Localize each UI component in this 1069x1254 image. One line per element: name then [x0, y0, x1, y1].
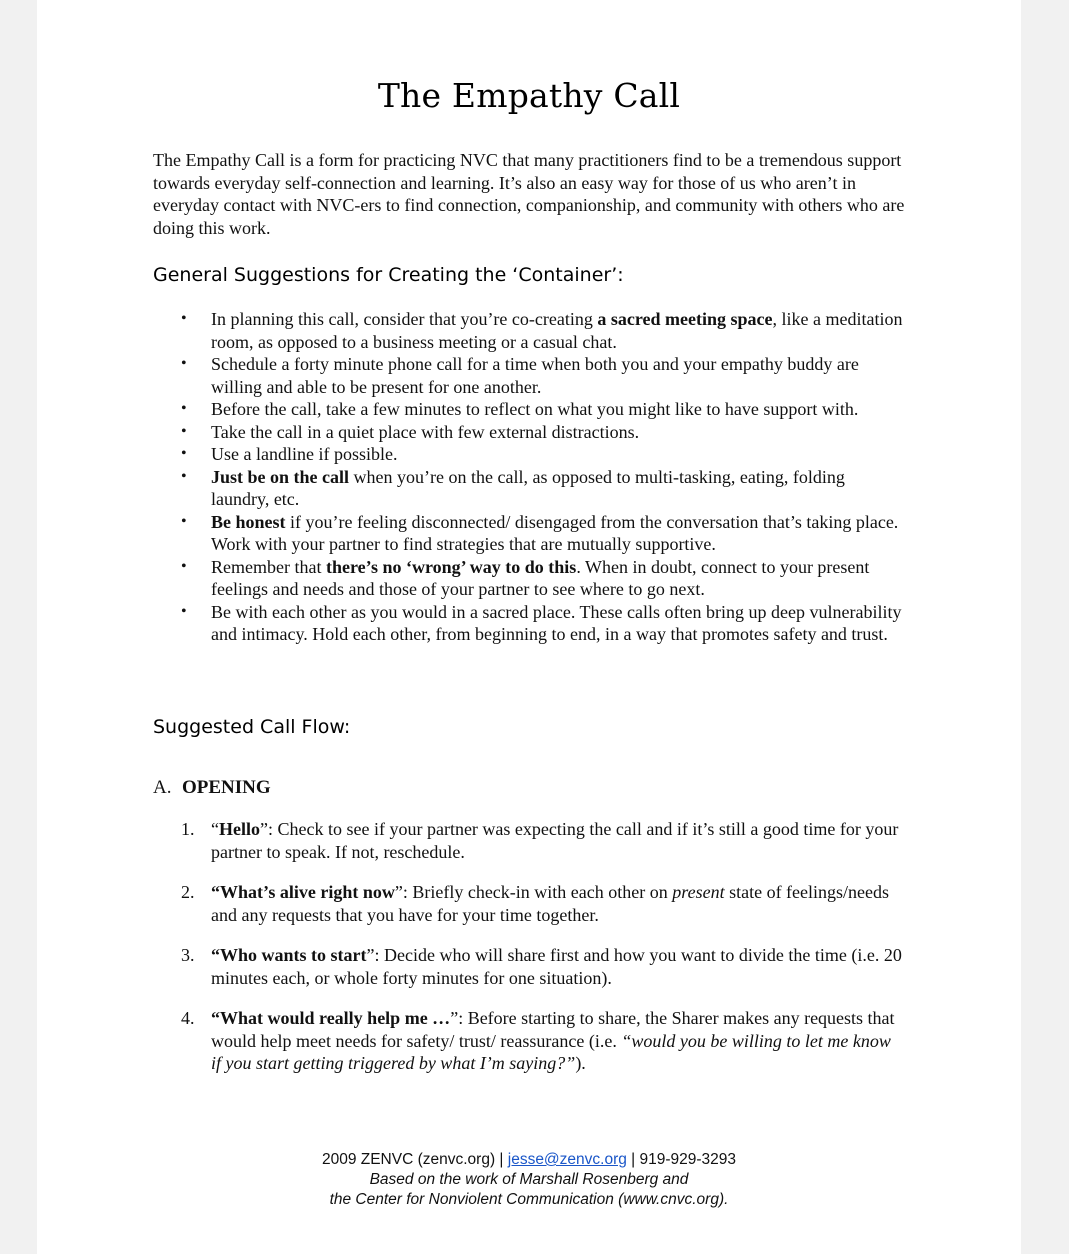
item-bold-text: Just be on the call	[211, 466, 350, 487]
item-text: Schedule a forty minute phone call for a time when both you and your empathy buddy are willing and able to be present for one another.	[211, 354, 859, 397]
item-bold-text: there’s no ‘wrong’ way to do this	[325, 556, 577, 577]
footer-org: 2009 ZENVC (zenvc.org) |	[321, 1151, 508, 1168]
bullet-icon: •	[181, 602, 187, 620]
step-item	[181, 944, 905, 989]
list-item	[181, 466, 905, 511]
intro-paragraph: The Empathy Call is a form for practicing NVC that many practitioners find to be a tremendous support towards everyday self-connection and learning. It’s also an easy way for those of us who aren’t in everyday contact with NVC-ers to find connection, companionship, and community with others who are doing this work.	[153, 150, 905, 238]
step-quote-open: “	[211, 819, 219, 839]
step-text-tail: ).	[575, 1053, 586, 1073]
step-text: : Check to see if your partner was expecting the call and if it’s still a good time for your partner to speak. If not, reschedule.	[211, 819, 899, 862]
bullet-icon: •	[181, 557, 187, 575]
list-item	[181, 353, 905, 398]
step-number: 3.	[181, 945, 195, 965]
item-text-tail: if you’re feeling disconnected/ disengaged from the conversation that’s taking place. Work with your partner to find strategies that are mutually supportive.	[211, 511, 899, 554]
bullet-icon: •	[181, 467, 187, 485]
document-title: The Empathy Call	[377, 76, 681, 115]
step-quote-close: ”	[450, 1008, 459, 1028]
list-item	[181, 601, 905, 646]
bullet-icon: •	[181, 445, 187, 462]
step-bold-label: Hello	[219, 819, 260, 839]
bullet-icon: •	[181, 422, 187, 440]
step-item	[181, 818, 905, 863]
list-item	[181, 398, 905, 421]
item-text: Before the call, take a few minutes to reflect on what you might like to have support with.	[211, 399, 859, 419]
bullet-icon: •	[181, 355, 187, 372]
section-letter: A.	[153, 777, 172, 798]
item-bold-text: a sacred meeting space	[597, 309, 773, 329]
item-text-tail: , like a meditation room, as opposed to a business meeting or a casual chat.	[211, 309, 903, 352]
item-text: Use a landline if possible.	[211, 444, 398, 464]
step-item	[181, 1007, 905, 1075]
footer-contact-line	[37, 1150, 1021, 1170]
bullet-icon: •	[181, 310, 187, 327]
step-italic-text: present	[672, 882, 725, 902]
bullet-icon: •	[181, 512, 187, 530]
item-text-tail: when you’re on the call, as opposed to multi-tasking, eating, folding laundry, etc.	[211, 466, 845, 509]
step-number: 4.	[181, 1008, 195, 1028]
step-bold-label: “Who wants to start	[211, 945, 367, 965]
step-quote-close: ”	[394, 882, 403, 902]
list-item	[181, 556, 905, 601]
list-item	[181, 421, 905, 444]
page-footer	[37, 1150, 1021, 1210]
item-text: In planning this call, consider that you’re co-creating	[211, 309, 598, 329]
list-item	[181, 511, 905, 556]
item-text: Be with each other as you would in a sacred place. These calls often bring up deep vulnerability and intimacy. Hold each other, from beginning to end, in a way that promotes safety and trust.	[211, 601, 902, 644]
item-bold-text: Be honest	[211, 511, 286, 532]
item-text: Remember that	[211, 556, 326, 577]
section-title: OPENING	[182, 777, 271, 798]
step-number: 2.	[181, 882, 195, 902]
step-text: : Briefly check-in with each other on	[402, 882, 673, 902]
list-item	[181, 308, 905, 353]
step-italic-text: “would you be willing to let me know if you start getting triggered by what I’m saying?”	[211, 1030, 891, 1073]
bullet-icon: •	[181, 400, 187, 417]
footer-email-link[interactable]: jesse@zenvc.org	[507, 1151, 627, 1168]
section-opening-heading	[153, 777, 271, 799]
footer-credit-line-2: the Center for Nonviolent Communication (www.cnvc.org).	[329, 1191, 729, 1208]
list-item	[181, 443, 905, 466]
step-bold-label: “What’s alive right now	[211, 882, 395, 902]
step-text: : Decide who will share first and how you want to divide the time (i.e. 20 minutes each, or whole forty minutes for one situation).	[211, 945, 902, 988]
footer-phone: | 919-929-3293	[626, 1151, 737, 1168]
step-number: 1.	[181, 819, 195, 839]
step-quote-close: ”	[260, 819, 268, 839]
opening-steps-list	[181, 818, 905, 1093]
item-text: Take the call in a quiet place with few external distractions.	[211, 421, 640, 442]
step-text: : Before starting to share, the Sharer makes any requests that would help meet needs for safety/ trust/ reassurance (i.e.	[211, 1008, 895, 1051]
step-quote-close: ”	[366, 945, 375, 965]
footer-credit-line-1: Based on the work of Marshall Rosenberg and	[369, 1171, 689, 1188]
general-suggestions-list	[181, 308, 905, 646]
step-bold-label: “What would really help me …	[211, 1008, 451, 1028]
general-suggestions-heading: General Suggestions for Creating the ‘Container’:	[153, 264, 624, 286]
step-item	[181, 881, 905, 926]
call-flow-heading: Suggested Call Flow:	[153, 716, 351, 738]
document-page	[37, 0, 1021, 1254]
step-text-tail: state of feelings/needs and any requests that you have for your time together.	[211, 882, 890, 925]
item-text-tail: . When in doubt, connect to your present feelings and needs and those of your partner to see where to go next.	[211, 556, 870, 599]
